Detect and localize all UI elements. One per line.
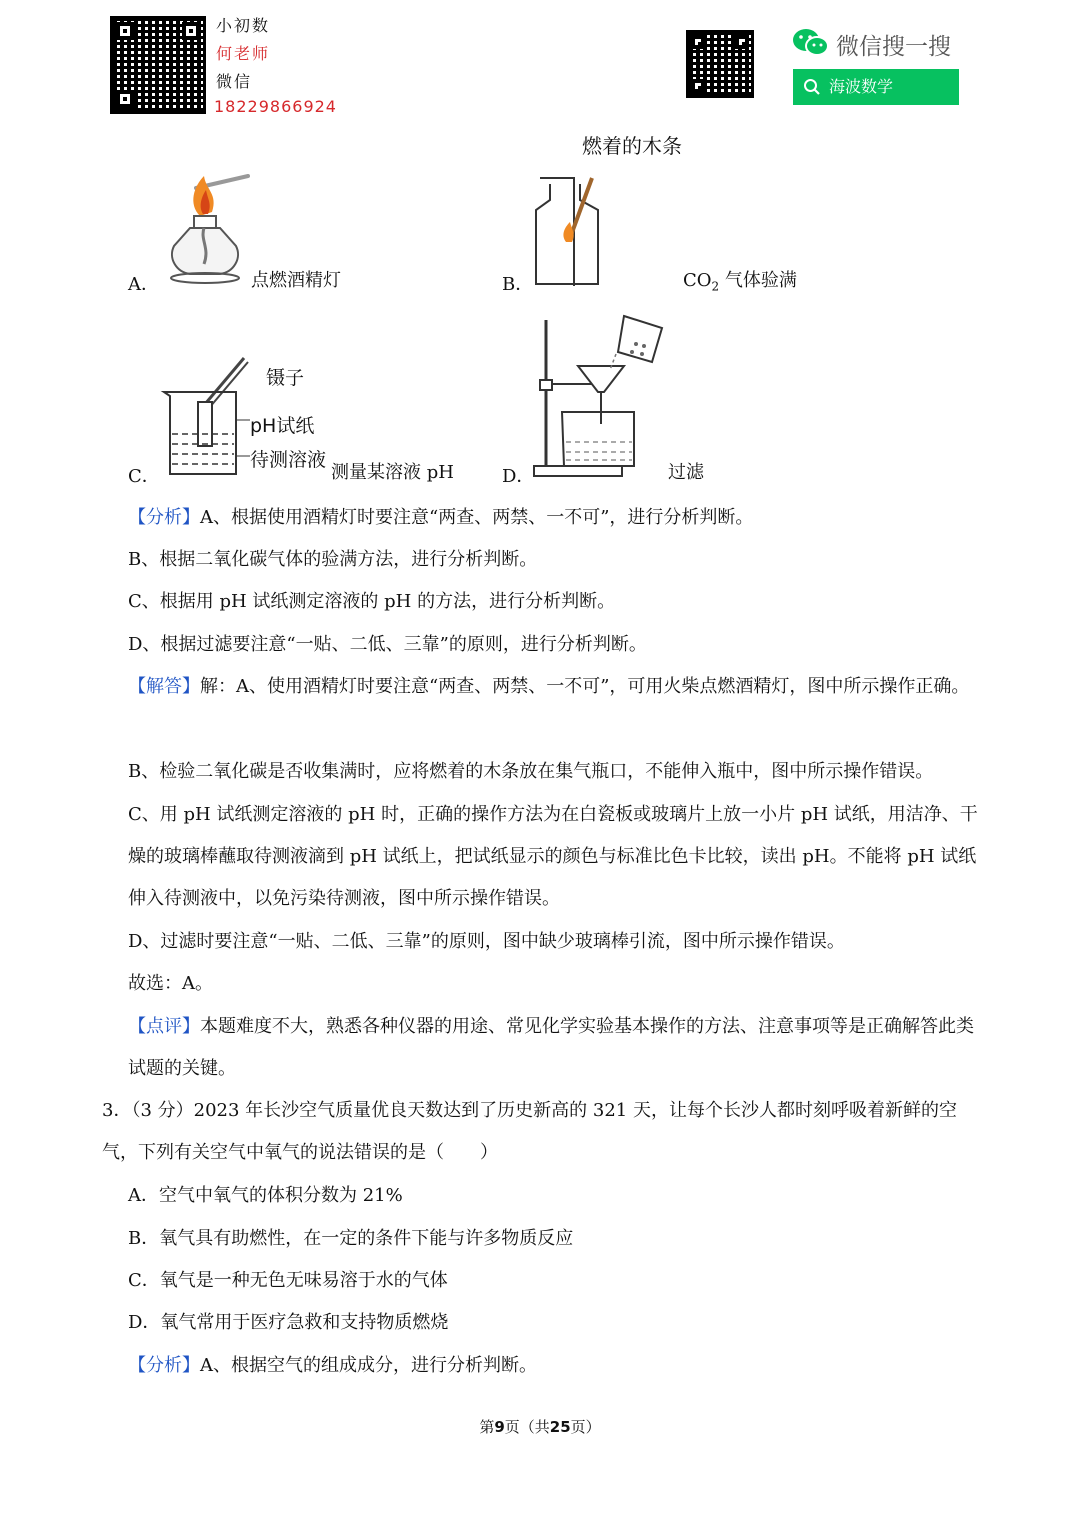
q3-option-d: D．氧气常用于医疗急救和支持物质燃烧	[128, 1312, 449, 1333]
search-icon	[803, 78, 821, 96]
option-b-caption-suffix: 气体验满	[724, 270, 797, 291]
q3-analysis-tag: 【分析】	[128, 1355, 200, 1376]
option-c-letter: C．	[128, 466, 160, 487]
option-d-caption: 过滤	[668, 462, 704, 483]
q2-answer-choice: 故选：A。	[128, 973, 213, 994]
option-a-letter: A．	[128, 274, 159, 295]
wechat-icon	[792, 27, 830, 59]
label-ph-paper: pH试纸	[250, 415, 315, 437]
option-a-caption: 点燃酒精灯	[251, 270, 341, 291]
alcohol-lamp-figure	[160, 168, 256, 288]
contact-wechat: 微信	[216, 72, 253, 91]
wechat-search-title: 微信搜一搜	[836, 34, 951, 60]
qr-code-right	[686, 30, 754, 98]
answer-tag: 【解答】	[128, 676, 200, 697]
label-test-solution: 待测溶液	[250, 449, 327, 471]
answer-line: 解：A、使用酒精灯时要注意“两查、两禁、一不可”，可用火柴点燃酒精灯，图中所示操作正确。	[200, 676, 970, 697]
contact-name: 小初数	[216, 16, 271, 35]
page-footer	[0, 1416, 1080, 1437]
option-d-letter: D．	[502, 466, 535, 487]
q2-analysis-d: D、根据过滤要注意“一贴、二低、三靠”的原则，进行分析判断。	[128, 634, 647, 655]
option-c-caption: 测量某溶液 pH	[331, 462, 454, 483]
q2-analysis-a	[128, 497, 980, 539]
q2-analysis-b: B、根据二氧化碳气体的验满方法，进行分析判断。	[128, 549, 538, 570]
gas-bottle-figure	[530, 170, 610, 288]
footer-page: 9	[494, 1418, 505, 1436]
option-b-caption	[683, 269, 797, 299]
q3-option-c: C．氧气是一种无色无味易溶于水的气体	[128, 1270, 448, 1291]
contact-phone: 18229866924	[214, 97, 337, 116]
search-button-label: 海波数学	[829, 77, 894, 96]
q2-answer-b: B、检验二氧化碳是否收集满时，应将燃着的木条放在集气瓶口，不能伸入瓶中，图中所示操作错误。	[128, 761, 934, 782]
q2-answer-d: D、过滤时要注意“一贴、二低、三靠”的原则，图中缺少玻璃棒引流，图中所示操作错误。	[128, 931, 845, 952]
analysis-tag: 【分析】	[128, 507, 200, 528]
footer-post: 页）	[570, 1418, 601, 1436]
q2-answer-c: C、用 pH 试纸测定溶液的 pH 时，正确的操作方法为在白瓷板或玻璃片上放一小片 pH 试纸，用洁净、干燥的玻璃棒蘸取待测液滴到 pH 试纸上，把试纸显示的颜色与标准比色卡比较，读出 pH。不能将 pH 试纸伸入待测液中，以免污染待测液，图中所示操作错误。	[128, 804, 978, 909]
option-b-caption-sub: 2	[711, 279, 720, 294]
footer-pre: 第	[479, 1418, 495, 1436]
comment-tag: 【点评】	[128, 1016, 200, 1037]
analysis-line: A、根据使用酒精灯时要注意“两查、两禁、一不可”，进行分析判断。	[200, 507, 754, 528]
q2-comment	[128, 1006, 980, 1090]
footer-mid: 页（共	[504, 1418, 550, 1436]
footer-total: 25	[549, 1418, 571, 1436]
comment-text: 本题难度不大，熟悉各种仪器的用途、常见化学实验基本操作的方法、注意事项等是正确解答此类试题的关键。	[128, 1016, 974, 1079]
q2-answer-a	[128, 666, 980, 708]
filtration-figure	[532, 314, 668, 478]
ph-test-figure	[160, 352, 250, 478]
qr-code-left	[110, 16, 206, 114]
q3-stem: 3．（3 分）2023 年长沙空气质量优良天数达到了历史新高的 321 天，让每个长沙人都时刻呼吸着新鲜的空气，下列有关空气中氧气的说法错误的是（ ）	[102, 1100, 957, 1163]
option-b-caption-prefix: CO	[683, 270, 712, 291]
q3-option-a: A．空气中氧气的体积分数为 21%	[128, 1185, 403, 1206]
q3-analysis-text: A、根据空气的组成成分，进行分析判断。	[200, 1355, 537, 1376]
q3-option-b: B．氧气具有助燃性，在一定的条件下能与许多物质反应	[128, 1228, 574, 1249]
search-button[interactable]	[793, 69, 959, 105]
label-tweezers: 镊子	[266, 367, 305, 389]
contact-teacher: 何老师	[216, 44, 271, 63]
q3-analysis	[128, 1345, 980, 1387]
q2-analysis-c: C、根据用 pH 试纸测定溶液的 pH 的方法，进行分析判断。	[128, 591, 616, 612]
option-b-letter: B．	[502, 274, 534, 295]
figure-b-top-caption: 燃着的木条	[582, 134, 682, 158]
